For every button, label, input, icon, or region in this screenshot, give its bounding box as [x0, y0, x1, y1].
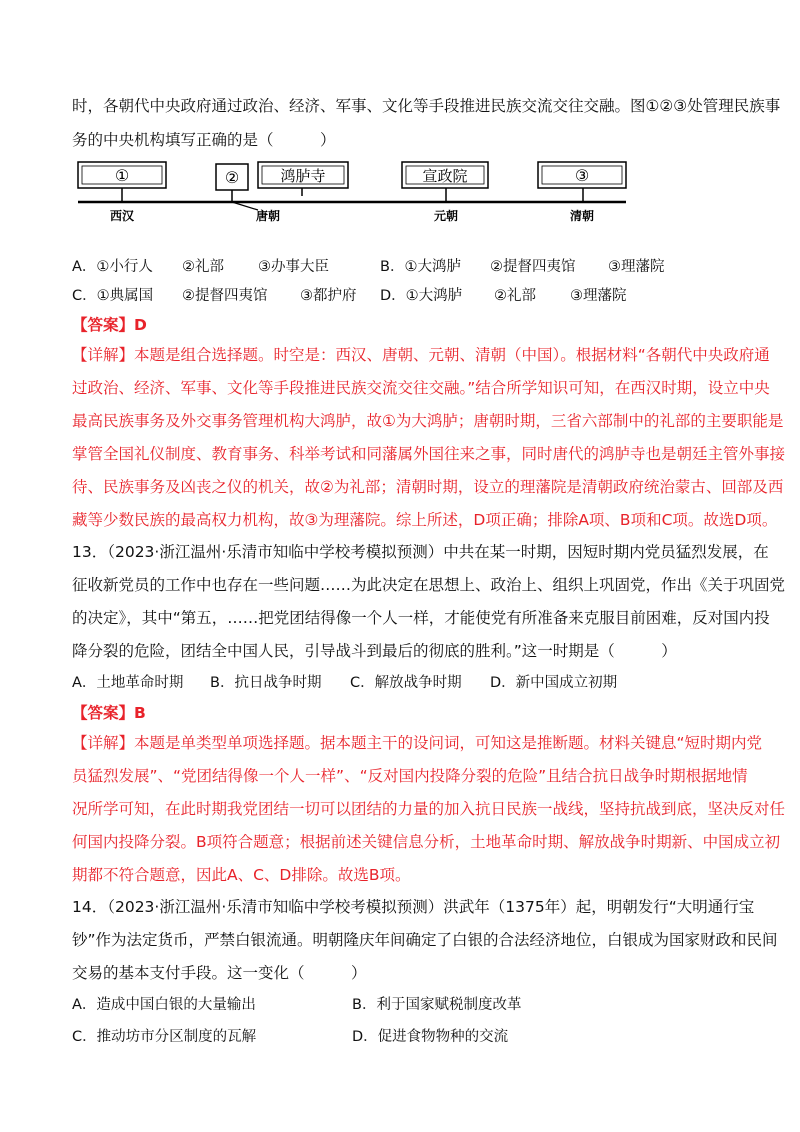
q12-option-c-3: ③都护府: [300, 288, 357, 304]
q12-answer: 【答案】D: [72, 316, 147, 334]
q12-option-a-1: A．①小行人: [72, 259, 153, 275]
q13-option-d: D．新中国成立初期: [490, 675, 618, 691]
q13-answer: 【答案】B: [72, 704, 146, 722]
q12-option-b-2: ②提督四夷馆: [490, 259, 576, 275]
box-honglusi-label: 鸿胪寺: [280, 167, 326, 185]
q13-option-a: A．土地革命时期: [72, 675, 184, 691]
q12-option-d-3: ③理藩院: [570, 288, 627, 304]
q12-detail-line-5: 待、民族事务及凶丧之仪的机关，故②为礼部；清朝时期，设立的理藩院是清朝政府统治蒙古、回部及西: [72, 478, 784, 496]
q14-option-d: D．促进食物物种的交流: [352, 1029, 509, 1045]
q12-detail-line-1: 【详解】本题是组合选择题。时空是：西汉、唐朝、元朝、清朝（中国）。根据材料“各朝代中央政府通: [72, 346, 770, 364]
q12-option-c-2: ②提督四夷馆: [182, 288, 268, 304]
q13-stem-line-1: 13．（2023·浙江温州·乐清市知临中学校考模拟预测）中共在某一时期，因短时期内党员猛烈发展，在: [72, 543, 769, 561]
era-yuan: 元朝: [433, 209, 459, 223]
q12-detail-line-6: 藏等少数民族的最高权力机构，故③为理藩院。综上所述，D项正确；排除A项、B项和C项。故选D项。: [72, 511, 778, 529]
q12-stem-line-1: 时，各朝代中央政府通过政治、经济、军事、文化等手段推进民族交流交往交融。图①②③处管理民族事: [72, 97, 781, 115]
q13-stem-line-3: 的决定》，其中“第五，……把党团结得像一个人一样，才能使党有所准备来克服目前困难，反对国内投: [72, 609, 770, 627]
q13-detail-line-4: 何国内投降分裂。B项符合题意；根据前述关键信息分析，土地革命时期、解放战争时期新、中国成立初: [72, 833, 781, 851]
box-3-label: ③: [574, 166, 590, 185]
q13-detail-line-3: 况所学可知，在此时期我党团结一切可以团结的力量的加入抗日民族一战线，坚持抗战到底，坚决反对任: [72, 800, 786, 818]
q13-option-c: C．解放战争时期: [350, 675, 462, 691]
q14-stem-line-3: 交易的基本支付手段。这一变化（ ）: [72, 964, 367, 982]
q12-stem-line-2: 务的中央机构填写正确的是（ ）: [72, 131, 336, 149]
box-1-label: ①: [114, 166, 130, 185]
q13-detail-line-5: 期都不符合题意，因此A、C、D排除。故选B项。: [72, 866, 411, 884]
q13-option-b: B．抗日战争时期: [210, 675, 322, 691]
q12-option-a-3: ③办事大臣: [258, 259, 329, 275]
box-2-label: ②: [224, 168, 240, 187]
q12-option-d-1: D．①大鸿胪: [380, 288, 463, 304]
box-xuanzhengyuan-label: 宣政院: [422, 167, 468, 185]
q12-detail-line-3: 最高民族事务及外交事务管理机构大鸿胪，故①为大鸿胪；唐朝时期，三省六部制中的礼部的主要职能是: [72, 412, 784, 430]
q12-detail-line-4: 掌管全国礼仪制度、教育事务、科举考试和同藩属外国往来之事，同时唐代的鸿胪寺也是朝廷主管外事接: [72, 445, 786, 463]
q12-option-d-2: ②礼部: [494, 288, 536, 304]
q14-option-a: A．造成中国白银的大量输出: [72, 997, 256, 1013]
era-qing: 清朝: [569, 209, 595, 223]
era-xihan: 西汉: [109, 209, 135, 223]
era-tang: 唐朝: [255, 209, 281, 223]
q12-option-c-1: C．①典属国: [72, 288, 154, 304]
q13-detail-line-2: 员猛烈发展”、“党团结得像一个人一样”、“反对国内投降分裂的危险”且结合抗日战争时期根据地情: [72, 767, 748, 785]
q12-detail-line-2: 过政治、经济、军事、文化等手段推进民族交流交往交融。”结合所学知识可知，在西汉时期，设立中央: [72, 379, 770, 397]
q12-option-a-2: ②礼部: [182, 259, 224, 275]
q12-option-b-3: ③理藩院: [608, 259, 665, 275]
q13-stem-line-4: 降分裂的危险，团结全中国人民，引导战斗到最后的彻底的胜利。”这一时期是（ ）: [72, 642, 677, 660]
q14-option-b: B．利于国家赋税制度改革: [352, 997, 522, 1013]
q14-stem-line-1: 14．（2023·浙江温州·乐清市知临中学校考模拟预测）洪武年（1375年）起，明朝发行“大明通行宝: [72, 898, 755, 916]
q14-stem-line-2: 钞”作为法定货币，严禁白银流通。明朝隆庆年间确定了白银的合法经济地位，白银成为国家财政和民间: [72, 931, 778, 949]
q12-option-b-1: B．①大鸿胪: [380, 259, 461, 275]
q13-stem-line-2: 征收新党员的工作中也存在一些问题……为此决定在思想上、政治上、组织上巩固党，作出《关于巩固党: [72, 576, 786, 594]
q13-detail-line-1: 【详解】本题是单类型单项选择题。据本题主干的设问词，可知这是推断题。材料关键息“短时期内党: [72, 734, 763, 752]
q14-option-c: C．推动坊市分区制度的瓦解: [72, 1029, 257, 1045]
